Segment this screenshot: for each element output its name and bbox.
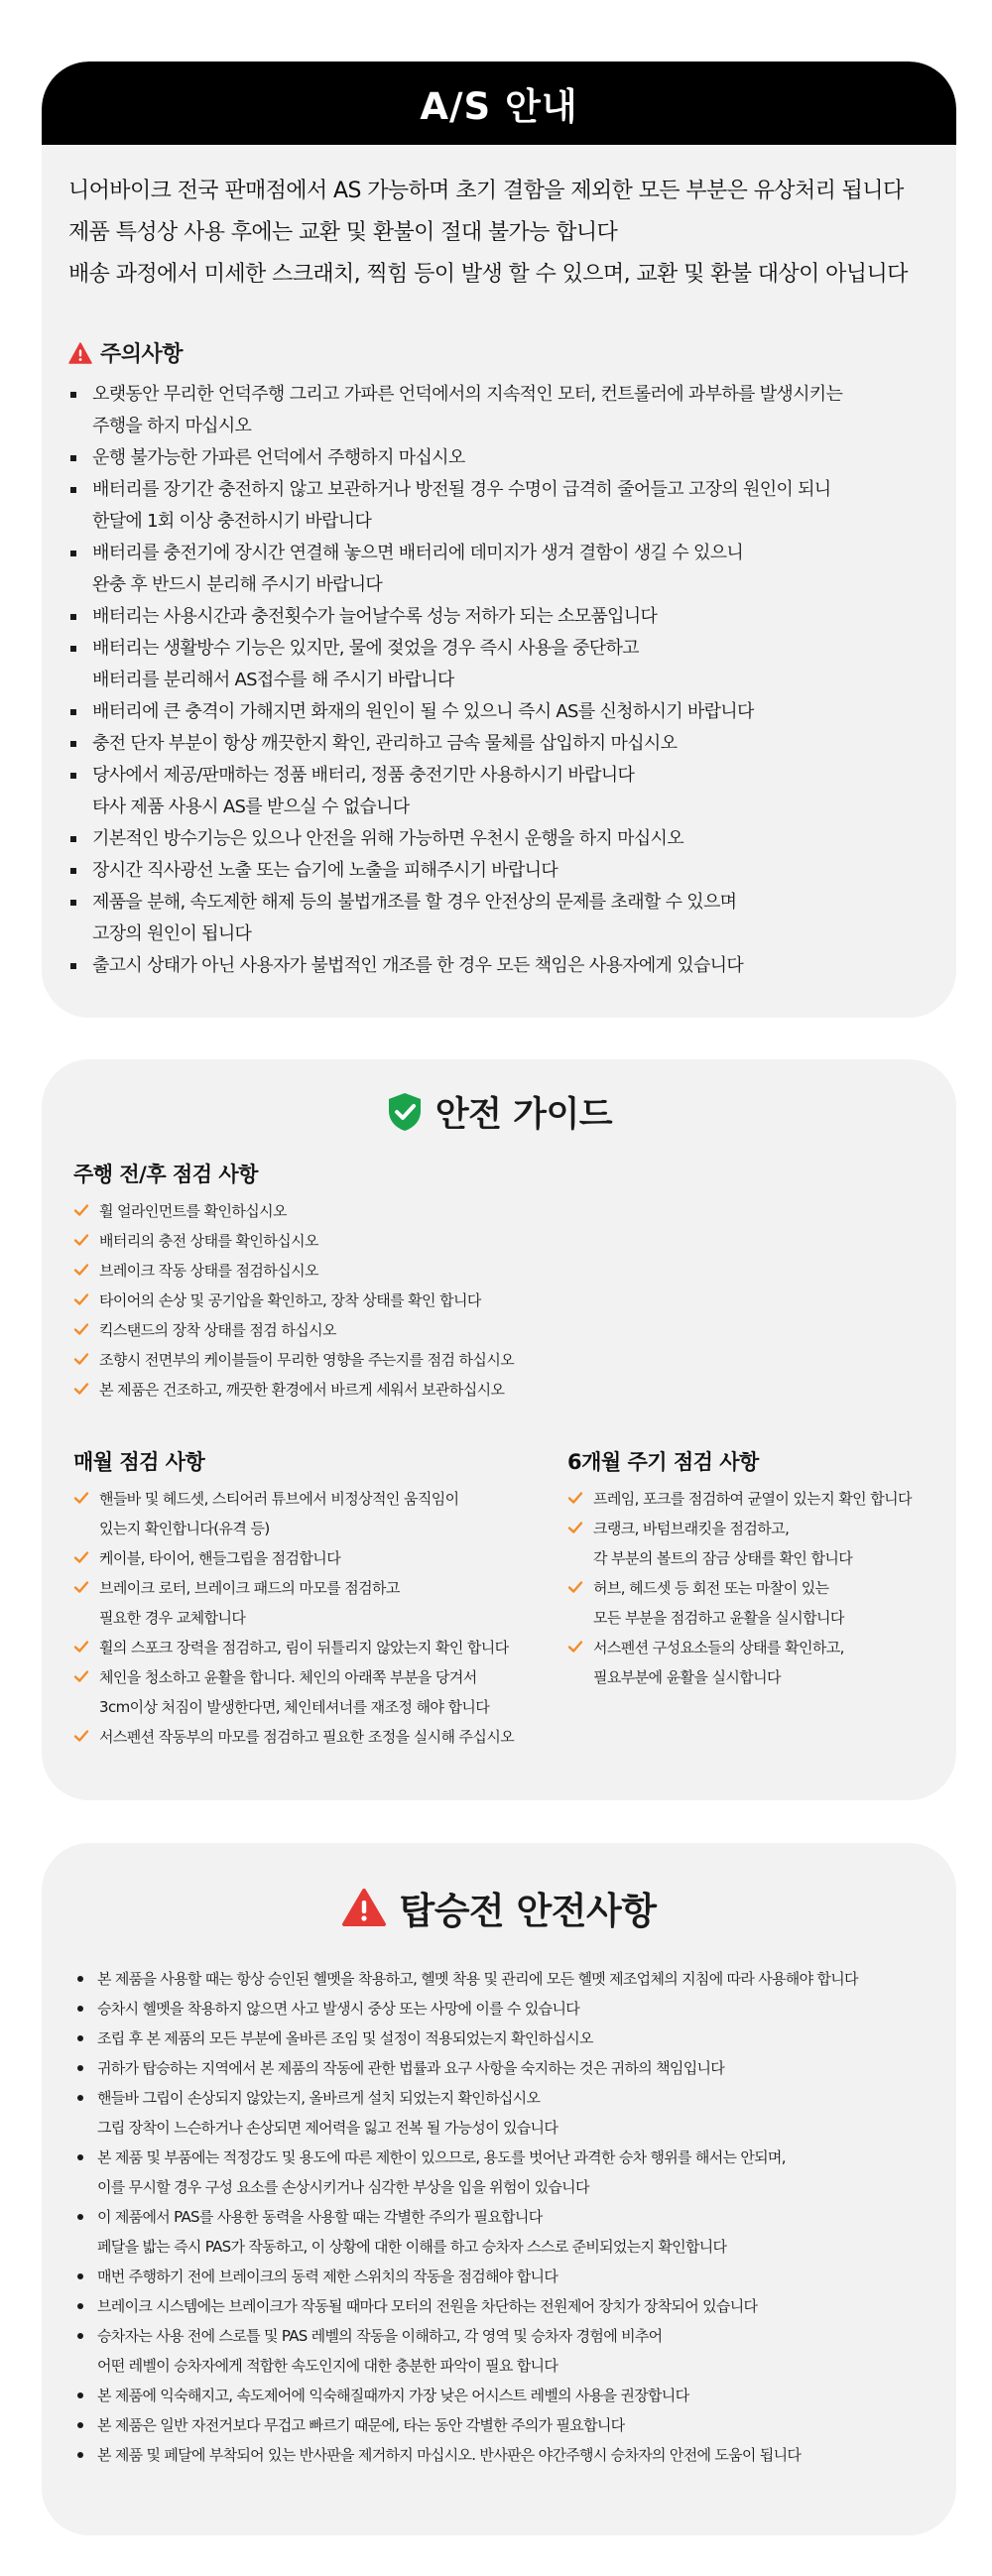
safety-guide-card <box>42 1059 956 1800</box>
list-item-text: 조립 후 본 제품의 모든 부분에 올바른 조임 및 설정이 적용되었는지 확인하십시오 <box>97 2029 593 2047</box>
list-item-text: 매번 주행하기 전에 브레이크의 동력 제한 스위치의 작동을 점검해야 합니다 <box>97 2268 558 2285</box>
list-item-text: 배터리는 사용시간과 충전횟수가 늘어날수록 성능 저하가 되는 소모품입니다 <box>92 606 658 627</box>
list-item-text: 각 부분의 볼트의 잠금 상태를 확인 합니다 <box>593 1549 853 1567</box>
list-item <box>75 2083 948 2143</box>
as-guide-intro <box>68 171 941 296</box>
check-icon <box>567 1490 583 1506</box>
safety-guide-title: 안전 가이드 <box>434 1095 613 1135</box>
list-item-text: 핸들바 그립이 손상되지 않았는지, 올바르게 설치 되었는지 확인하십시오 <box>97 2089 541 2107</box>
list-item-text: 오랫동안 무리한 언덕주행 그리고 가파른 언덕에서의 지속적인 모터, 컨트롤러에 과부하를 발생시키는 <box>92 384 843 405</box>
list-item-text: 서스펜션 작동부의 마모를 점검하고 필요한 조정을 실시해 주십시오 <box>99 1728 515 1746</box>
list-item-text: 승차자는 사용 전에 스로틀 및 PAS 레벨의 작동을 이해하고, 각 영역 및 승차자 경험에 비추어 <box>97 2327 663 2345</box>
list-item-text: 브레이크 시스템에는 브레이크가 작동될 때마다 모터의 전원을 차단하는 전원제어 장치가 장착되어 있습니다 <box>97 2297 758 2315</box>
list-item <box>567 1633 912 1692</box>
list-item-text: 배터리를 충전기에 장시간 연결해 놓으면 배터리에 데미지가 생겨 결함이 생길 수 있으니 <box>92 543 744 563</box>
six-month-check-list <box>567 1484 912 1692</box>
list-item-text: 브레이크 로터, 브레이크 패드의 마모를 점검하고 <box>99 1579 400 1597</box>
list-item-text: 타사 제품 사용시 AS를 받으실 수 없습니다 <box>92 797 410 817</box>
list-item-text: 장시간 직사광선 노출 또는 습기에 노출을 피해주시기 바랍니다 <box>92 860 558 881</box>
list-item-text: 출고시 상태가 아닌 사용자가 불법적인 개조를 한 경우 모든 책임은 사용자에게 있습니다 <box>92 955 744 976</box>
list-item-text: 당사에서 제공/판매하는 정품 배터리, 정품 충전기만 사용하시기 바랍니다 <box>92 765 635 786</box>
six-month-check-title: 6개월 주기 점검 사항 <box>567 1450 759 1474</box>
list-item-text: 배터리를 장기간 충전하지 않고 보관하거나 방전될 경우 수명이 급격히 줄어들고 고장의 원인이 되니 <box>92 479 831 500</box>
list-item <box>75 2024 948 2053</box>
warning-triangle-icon <box>68 342 92 364</box>
list-item-text: 이를 무시할 경우 구성 요소를 손상시키거나 심각한 부상을 입을 위험이 있습니다 <box>97 2178 589 2196</box>
list-item <box>68 474 951 538</box>
list-item-text: 주행을 하지 마십시오 <box>92 416 252 436</box>
check-icon <box>73 1639 89 1655</box>
as-guide-card <box>42 61 956 1018</box>
list-item <box>73 1375 514 1405</box>
list-item-text: 필요부분에 윤활을 실시합니다 <box>593 1668 781 1686</box>
list-item-text: 배터리를 분리해서 AS접수를 해 주시기 바랍니다 <box>92 670 454 690</box>
list-item <box>73 1196 514 1226</box>
list-item <box>68 760 951 823</box>
check-icon <box>73 1579 89 1595</box>
list-item <box>68 823 951 855</box>
list-item <box>75 1964 948 1994</box>
check-icon <box>567 1579 583 1595</box>
list-item-text: 케이블, 타이어, 핸들그립을 점검합니다 <box>99 1549 341 1567</box>
list-item <box>73 1226 514 1256</box>
list-item-text: 한달에 1회 이상 충전하시기 바랍니다 <box>92 511 372 532</box>
list-item <box>567 1514 912 1573</box>
check-icon <box>73 1549 89 1565</box>
list-item <box>73 1722 514 1752</box>
list-item-text: 본 제품은 일반 자전거보다 무겁고 빠르기 때문에, 타는 동안 각별한 주의가 필요합니다 <box>97 2416 625 2434</box>
list-item <box>75 2202 948 2262</box>
check-icon <box>73 1202 89 1218</box>
list-item <box>68 887 951 950</box>
pre-ride-check-title: 주행 전/후 점검 사항 <box>73 1163 258 1186</box>
list-item <box>73 1286 514 1315</box>
list-item-text: 기본적인 방수기능은 있으나 안전을 위해 가능하면 우천시 운행을 하지 마십시오 <box>92 828 683 849</box>
list-item-text: 페달을 밟는 즉시 PAS가 작동하고, 이 상황에 대한 이해를 하고 승차자 스스로 준비되었는지 확인합니다 <box>97 2238 727 2256</box>
check-icon <box>567 1639 583 1655</box>
list-item <box>68 538 951 601</box>
list-item <box>567 1484 912 1514</box>
list-item-text: 허브, 헤드셋 등 회전 또는 마찰이 있는 <box>593 1579 829 1597</box>
check-icon <box>73 1728 89 1744</box>
boarding-safety-list <box>75 1964 948 2470</box>
list-item <box>73 1315 514 1345</box>
list-item-text: 조향시 전면부의 케이블들이 무리한 영향을 주는지를 점검 하십시오 <box>99 1351 515 1369</box>
check-icon <box>73 1381 89 1397</box>
safety-guide-heading <box>42 1087 956 1137</box>
check-icon <box>73 1232 89 1248</box>
list-item <box>73 1256 514 1286</box>
list-item <box>73 1662 514 1722</box>
list-item <box>68 696 951 728</box>
list-item-text: 3cm이상 처짐이 발생한다면, 체인테셔너를 재조정 해야 합니다 <box>99 1698 490 1716</box>
list-item-text: 완충 후 반드시 분리해 주시기 바랍니다 <box>92 574 383 595</box>
check-icon <box>73 1321 89 1337</box>
list-item <box>75 2262 948 2291</box>
caution-title: 주의사항 <box>100 342 184 367</box>
list-item-text: 제품을 분해, 속도제한 해제 등의 불법개조를 할 경우 안전상의 문제를 초래할 수 있으며 <box>92 892 737 913</box>
list-item-text: 어떤 레벨이 승차자에게 적합한 속도인지에 대한 충분한 파악이 필요 합니다 <box>97 2357 558 2375</box>
list-item <box>75 2381 948 2410</box>
as-guide-header <box>42 61 956 145</box>
list-item-text: 그립 장착이 느슨하거나 손상되면 제어력을 잃고 전복 될 가능성이 있습니다 <box>97 2119 558 2137</box>
list-item <box>73 1633 514 1662</box>
caution-list <box>68 379 951 982</box>
list-item-text: 본 제품은 건조하고, 깨끗한 환경에서 바르게 세워서 보관하십시오 <box>99 1381 505 1399</box>
list-item-text: 이 제품에서 PAS를 사용한 동력을 사용할 때는 각별한 주의가 필요합니다 <box>97 2208 543 2226</box>
check-icon <box>567 1520 583 1535</box>
list-item-text: 있는지 확인합니다(유격 등) <box>99 1520 270 1537</box>
list-item-text: 휠 얼라인먼트를 확인하십시오 <box>99 1202 287 1220</box>
boarding-safety-heading <box>42 1881 956 1934</box>
list-item <box>68 728 951 760</box>
list-item-text: 승차시 헬멧을 착용하지 않으면 사고 발생시 중상 또는 사망에 이를 수 있습니다 <box>97 2000 580 2018</box>
list-item <box>68 601 951 633</box>
list-item-text: 킥스탠드의 장착 상태를 점검 하십시오 <box>99 1321 336 1339</box>
warning-triangle-icon <box>341 1888 387 1927</box>
list-item-text: 충전 단자 부분이 항상 깨끗한지 확인, 관리하고 금속 물체를 삽입하지 마십시오 <box>92 733 678 754</box>
list-item <box>73 1543 514 1573</box>
list-item-text: 서스펜션 구성요소들의 상태를 확인하고, <box>593 1639 844 1656</box>
list-item <box>68 950 951 982</box>
list-item-text: 필요한 경우 교체합니다 <box>99 1609 246 1627</box>
check-icon <box>73 1291 89 1307</box>
list-item <box>68 633 951 696</box>
list-item-text: 본 제품에 익숙해지고, 속도제어에 익숙해질때까지 가장 낮은 어시스트 레벨의 사용을 권장합니다 <box>97 2387 689 2404</box>
list-item-text: 본 제품 및 페달에 부착되어 있는 반사판을 제거하지 마십시오. 반사판은 야간주행시 승차자의 안전에 도움이 됩니다 <box>97 2446 802 2464</box>
list-item-text: 배터리에 큰 충격이 가해지면 화재의 원인이 될 수 있으니 즉시 AS를 신청하시기 바랍니다 <box>92 701 754 722</box>
list-item <box>75 2143 948 2202</box>
list-item-text: 고장의 원인이 됩니다 <box>92 923 252 944</box>
caution-heading <box>68 337 183 368</box>
list-item <box>75 2440 948 2470</box>
list-item <box>68 855 951 887</box>
boarding-safety-card <box>42 1843 956 2535</box>
list-item-text: 휠의 스포크 장력을 점검하고, 림이 뒤틀리지 않았는지 확인 합니다 <box>99 1639 509 1656</box>
list-item <box>73 1573 514 1633</box>
monthly-check-list <box>73 1484 514 1752</box>
as-guide-title: A/S 안내 <box>420 85 578 128</box>
list-item-text: 모든 부분을 점검하고 윤활을 실시합니다 <box>593 1609 844 1627</box>
list-item-text: 본 제품을 사용할 때는 항상 승인된 헬멧을 착용하고, 헬멧 착용 및 관리에 모든 헬멧 제조업체의 지침에 따라 사용해야 합니다 <box>97 1970 858 1988</box>
list-item-text: 귀하가 탑승하는 지역에서 본 제품의 작동에 관한 법률과 요구 사항을 숙지하는 것은 귀하의 책임입니다 <box>97 2059 725 2077</box>
list-item-text: 브레이크 작동 상태를 점검하십시오 <box>99 1262 318 1280</box>
list-item-text: 운행 불가능한 가파른 언덕에서 주행하지 마십시오 <box>92 447 465 468</box>
list-item <box>68 442 951 474</box>
list-item-text: 체인을 청소하고 윤활을 합니다. 체인의 아래쪽 부분을 당겨서 <box>99 1668 477 1686</box>
list-item <box>75 2410 948 2440</box>
check-icon <box>73 1490 89 1506</box>
list-item-text: 배터리는 생활방수 기능은 있지만, 물에 젖었을 경우 즉시 사용을 중단하고 <box>92 638 639 659</box>
list-item <box>567 1573 912 1633</box>
list-item-text: 프레임, 포크를 점검하여 균열이 있는지 확인 합니다 <box>593 1490 912 1508</box>
check-icon <box>73 1351 89 1367</box>
list-item <box>75 2291 948 2321</box>
as-intro-line: 니어바이크 전국 판매점에서 AS 가능하며 초기 결함을 제외한 모든 부분은 유상처리 됩니다 <box>68 179 904 203</box>
monthly-check-title: 매월 점검 사항 <box>73 1450 205 1474</box>
list-item <box>75 1994 948 2024</box>
list-item-text: 핸들바 및 헤드셋, 스티어러 튜브에서 비정상적인 움직임이 <box>99 1490 459 1508</box>
as-intro-line: 배송 과정에서 미세한 스크래치, 찍힘 등이 발생 할 수 있으며, 교환 및 환불 대상이 아닙니다 <box>68 262 908 287</box>
list-item <box>73 1345 514 1375</box>
boarding-safety-title: 탑승전 안전사항 <box>399 1890 657 1932</box>
list-item <box>75 2053 948 2083</box>
list-item-text: 배터리의 충전 상태를 확인하십시오 <box>99 1232 318 1250</box>
check-icon <box>73 1262 89 1278</box>
list-item <box>68 379 951 442</box>
list-item-text: 타이어의 손상 및 공기압을 확인하고, 장착 상태를 확인 합니다 <box>99 1291 481 1309</box>
list-item-text: 크랭크, 바텀브래킷을 점검하고, <box>593 1520 790 1537</box>
list-item-text: 본 제품 및 부품에는 적정강도 및 용도에 따른 제한이 있으므로, 용도를 벗어난 과격한 승차 행위를 해서는 안되며, <box>97 2148 786 2166</box>
as-intro-line: 제품 특성상 사용 후에는 교환 및 환불이 절대 불가능 합니다 <box>68 220 618 245</box>
list-item <box>73 1484 514 1543</box>
check-icon <box>73 1668 89 1684</box>
list-item <box>75 2321 948 2381</box>
shield-check-icon <box>386 1091 424 1133</box>
pre-ride-check-list <box>73 1196 514 1405</box>
